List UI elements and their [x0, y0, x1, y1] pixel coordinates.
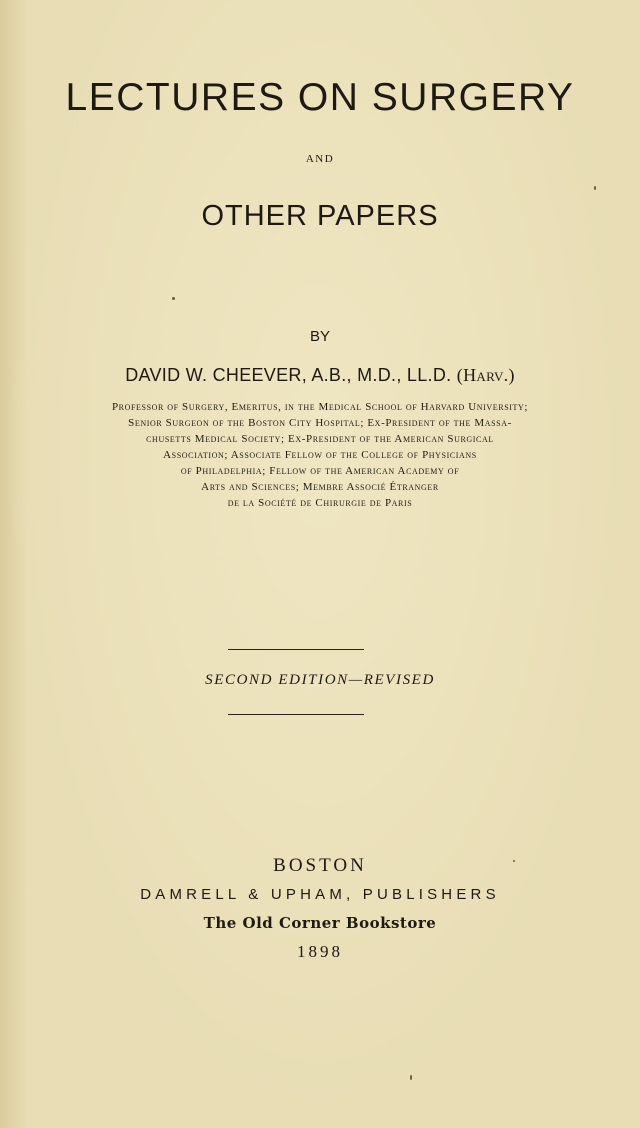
credential-line: chusetts Medical Society; Ex-President of the American Surgical	[146, 433, 494, 445]
author-line	[0, 365, 640, 386]
publication-year: 1898	[297, 942, 343, 961]
credential-line: Arts and Sciences; Membre Associé Étranger	[201, 481, 439, 493]
publication-city: BOSTON	[273, 855, 367, 876]
conjunction-and: AND	[305, 153, 335, 165]
paper-speck	[410, 1075, 412, 1080]
book-title: LECTURES ON SURGERY	[65, 76, 575, 119]
author-name: DAVID W. CHEEVER, A.B., M.D., LL.D.	[125, 365, 452, 385]
by-line: BY	[309, 328, 330, 345]
credential-line: Association; Associate Fellow of the College of Physicians	[163, 449, 477, 461]
credential-line: of Philadelphia; Fellow of the American Academy of	[180, 465, 460, 477]
paper-speck	[594, 186, 596, 190]
paper-speck	[513, 860, 515, 862]
credential-line: Professor of Surgery, Emeritus, in the Medical School of Harvard University;	[111, 401, 529, 413]
book-subtitle: OTHER PAPERS	[201, 200, 439, 232]
edition-note: SECOND EDITION—REVISED	[205, 672, 435, 688]
bookstore-name: The Old Corner Bookstore	[203, 914, 437, 932]
credential-line: de la Société de Chirurgie de Paris	[227, 497, 413, 509]
author-degree-suffix: (Harv.)	[456, 365, 515, 385]
bottom-rule	[228, 714, 364, 715]
top-rule	[228, 649, 364, 650]
credential-line: Senior Surgeon of the Boston City Hospital; Ex-President of the Massa-	[128, 417, 512, 429]
paper-speck	[172, 297, 175, 300]
publisher-name: DAMRELL & UPHAM, PUBLISHERS	[140, 886, 500, 903]
